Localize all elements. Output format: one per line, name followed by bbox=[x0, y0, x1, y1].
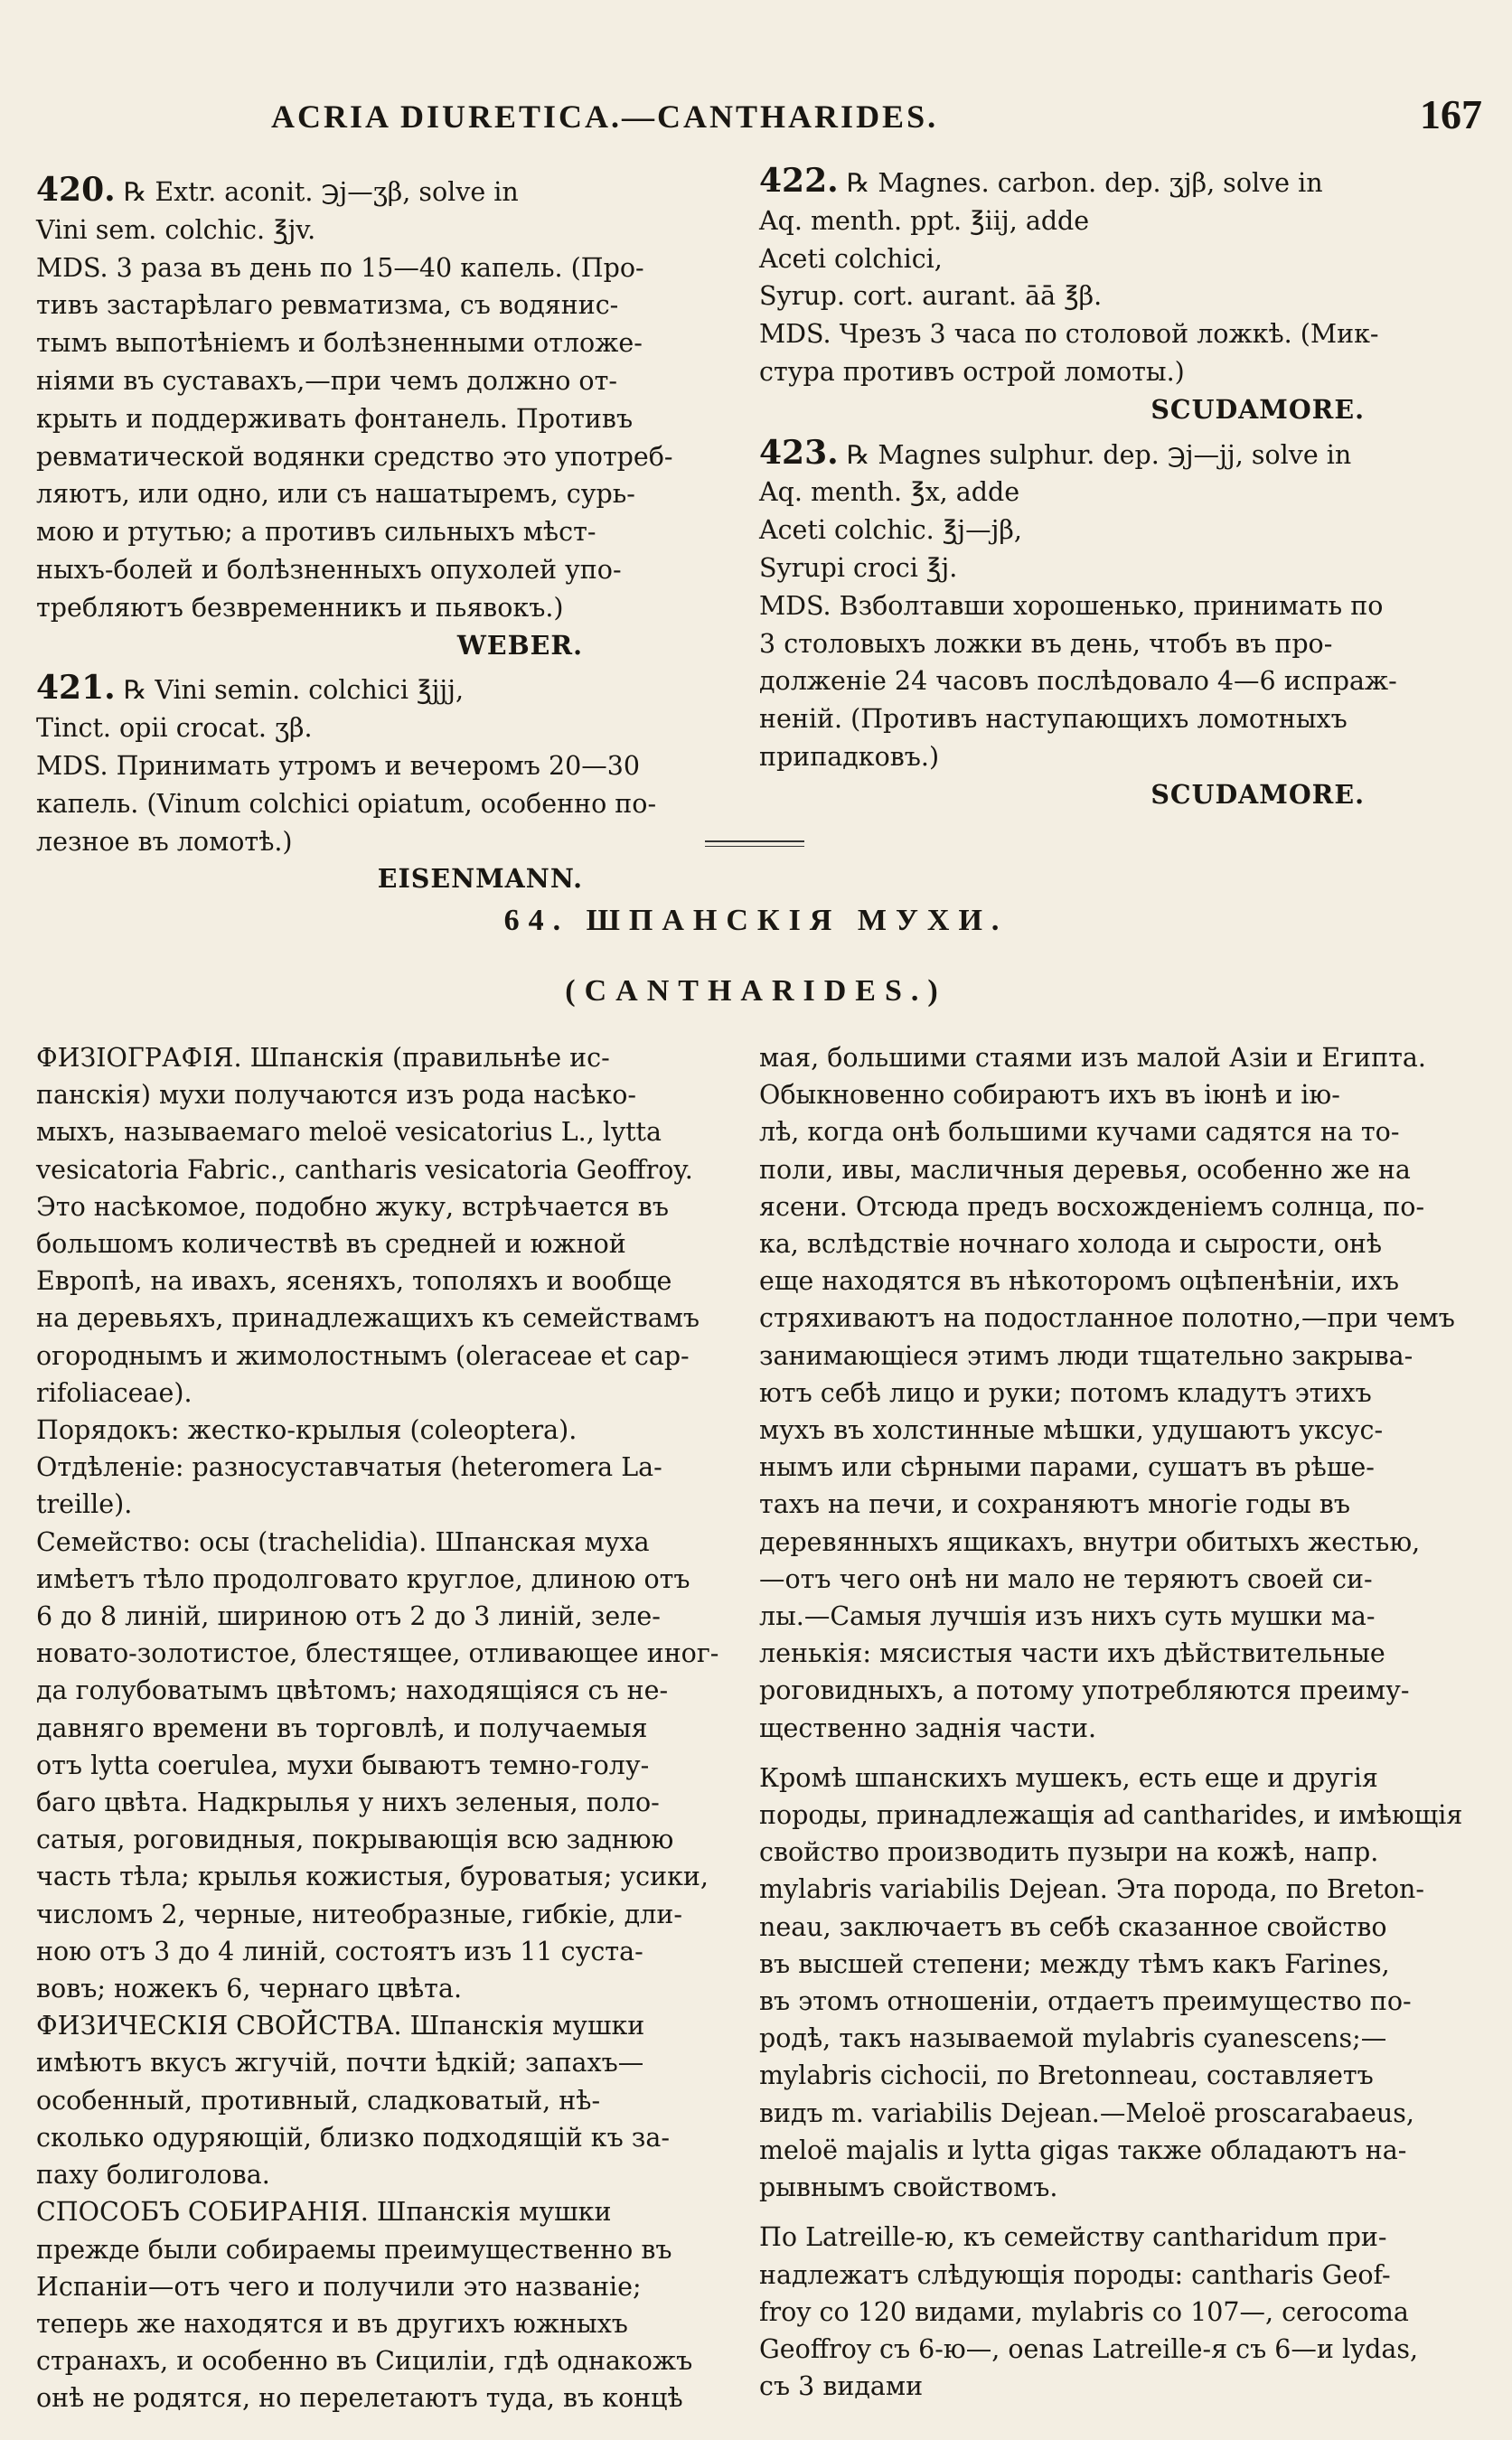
body-line: ФИЗІОГРАФІЯ. Шпанскія (правильнѣе ис- bbox=[36, 1043, 610, 1073]
page-header bbox=[181, 90, 1482, 145]
body-line: еще находятся въ нѣкоторомъ оцѣпенѣніи, ихъ bbox=[759, 1266, 1400, 1297]
recipe-line: Syrupi croci ℥j. bbox=[759, 552, 958, 583]
body-line: лы.—Самыя лучшія изъ нихъ суть мушки ма- bbox=[759, 1601, 1376, 1632]
body-line: онѣ не родятся, но перелетаютъ туда, въ концѣ bbox=[36, 2383, 683, 2414]
body-line: ясени. Отсюда предъ восхожденіемъ солнца, по- bbox=[759, 1191, 1425, 1222]
body-line: огороднымъ и жимолостнымъ (oleraceae et cap- bbox=[36, 1340, 690, 1371]
body-line: ною отъ 3 до 4 линій, состоятъ изъ 11 суста- bbox=[36, 1936, 643, 1966]
recipe-line: MDS. 3 раза въ день по 15—40 капель. (Про- bbox=[36, 252, 644, 283]
body-line: свойство производить пузыри на кожѣ, напр. bbox=[759, 1837, 1379, 1868]
body-line: ФИЗИЧЕСКІЯ СВОЙСТВА. Шпанскія мушки bbox=[36, 2011, 645, 2041]
body-line: СПОСОБЪ СОБИРАНІЯ. Шпанскія мушки bbox=[36, 2197, 612, 2228]
body-line: мухъ въ холстинные мѣшки, удушаютъ уксус- bbox=[759, 1415, 1384, 1446]
body-line: mylabris variabilis Dejean. Эта порода, по Breton- bbox=[759, 1874, 1424, 1905]
body-line: 6 до 8 линій, шириною отъ 2 до 3 линій, зеле- bbox=[36, 1601, 661, 1632]
recipe-number: 421. bbox=[36, 669, 116, 708]
recipe-number: 420. bbox=[36, 171, 116, 209]
recipe-line: Vini sem. colchic. ℥jv. bbox=[36, 214, 316, 245]
body-line: панскія) мухи получаются изъ рода насѣко- bbox=[36, 1080, 637, 1111]
body-line: мая, большими стаями изъ малой Азіи и Египта. bbox=[759, 1043, 1426, 1073]
body-line: стряхиваютъ на подостланное полотно,—при чемъ bbox=[759, 1303, 1455, 1334]
body-line: странахъ, и особенно въ Сициліи, гдѣ однакожъ bbox=[36, 2346, 693, 2377]
recipe bbox=[36, 669, 657, 898]
recipe-line: ныхъ-болей и болѣзненныхъ опухолей упо- bbox=[36, 554, 622, 585]
body-line: сатыя, роговидныя, покрывающія всю заднюю bbox=[36, 1825, 674, 1855]
body-line: въ этомъ отношеніи, отдаетъ преимущество по- bbox=[759, 1986, 1412, 2017]
body-line: Европѣ, на ивахъ, ясеняхъ, тополяхъ и вообще bbox=[36, 1266, 672, 1297]
body-line: Обыкновенно собираютъ ихъ въ іюнѣ и ію- bbox=[759, 1080, 1340, 1111]
recipe-line: Aceti colchici, bbox=[759, 243, 943, 274]
right-recipe-column bbox=[759, 162, 1397, 820]
body-line: Кромѣ шпанскихъ мушекъ, есть еще и другія bbox=[759, 1762, 1378, 1793]
recipe-line: ніями въ суставахъ,—при чемъ должно от- bbox=[36, 365, 617, 396]
recipe-line: припадковъ.) bbox=[759, 741, 940, 772]
recipe-line: Syrup. cort. aurant. āā ℥β. bbox=[759, 281, 1103, 312]
body-line: Испаніи—отъ чего и получили это названіе; bbox=[36, 2271, 642, 2302]
body-line: да голубоватымъ цвѣтомъ; находящіяся съ не- bbox=[36, 1675, 669, 1706]
body-line: паху болиголова. bbox=[36, 2160, 270, 2191]
recipe-line: ревматической водянки средство это употреб- bbox=[36, 441, 673, 472]
body-line: neau, заключаетъ въ себѣ сказанное свойство bbox=[759, 1911, 1387, 1942]
body-line: роговидныхъ, а потому употребляются преиму- bbox=[759, 1675, 1410, 1706]
body-line: Это насѣкомое, подобно жуку, встрѣчается въ bbox=[36, 1191, 669, 1222]
body-line: новато-золотистое, блестящее, отливающее иног- bbox=[36, 1638, 719, 1669]
body-line: сколько одуряющій, близко подходящій къ за- bbox=[36, 2122, 670, 2153]
recipe-line: MDS. Чрезъ 3 часа по столовой ложкѣ. (Мик- bbox=[759, 319, 1379, 350]
recipe-line: ℞ Vini semin. colchici ℥jjj, bbox=[123, 675, 465, 706]
body-line: treille). bbox=[36, 1489, 133, 1520]
body-line: rifoliaceae). bbox=[36, 1377, 193, 1408]
section-divider bbox=[705, 840, 804, 847]
recipe-line: долженіе 24 часовъ послѣдовало 4—6 испраж- bbox=[759, 666, 1397, 697]
body-line: лѣ, когда онѣ большими кучами садятся на то- bbox=[759, 1117, 1400, 1148]
body-line: имѣетъ тѣло продолговато круглое, длиною отъ bbox=[36, 1563, 690, 1594]
recipe-line: ℞ Magnes. carbon. dep. ʒjβ, solve in bbox=[846, 168, 1323, 198]
body-line: родѣ, такъ называемой mylabris cyanescens;— bbox=[759, 2023, 1387, 2054]
body-line: надлежатъ слѣдующія породы: cantharis Geof- bbox=[759, 2259, 1391, 2290]
recipe-line: капель. (Vinum colchici opiatum, особенно по- bbox=[36, 788, 657, 819]
body-line: теперь же находятся и въ другихъ южныхъ bbox=[36, 2308, 628, 2339]
body-left-column bbox=[36, 1039, 719, 2417]
recipe-signature: EISENMANN. bbox=[377, 863, 583, 895]
body-line: мыхъ, называемаго meloë vesicatorius L., lytta bbox=[36, 1117, 662, 1148]
recipe bbox=[759, 163, 1383, 429]
body-line: —отъ чего онѣ ни мало не теряютъ своей си- bbox=[759, 1563, 1373, 1594]
body-right-column bbox=[759, 1039, 1464, 2405]
section-title: 64. ШПАНСКІЯ МУХИ. bbox=[503, 904, 1009, 937]
body-line: Geoffroy съ 6-ю—, oenas Latreille-я съ 6—и lydas, bbox=[759, 2333, 1419, 2364]
recipe-signature: SCUDAMORE. bbox=[1150, 393, 1365, 425]
recipe-number: 423. bbox=[759, 433, 839, 472]
body-line: Семейство: осы (trachelidia). Шпанская муха bbox=[36, 1526, 650, 1557]
recipe-line: мою и ртутью; а противъ сильныхъ мѣст- bbox=[36, 517, 596, 548]
body-line: деревянныхъ ящикахъ, внутри обитыхъ жестью, bbox=[759, 1526, 1421, 1557]
recipe-line: Tinct. opii crocat. ʒβ. bbox=[36, 713, 313, 744]
recipe-line: крыть и поддерживать фонтанель. Противъ bbox=[36, 403, 634, 434]
recipe bbox=[759, 433, 1397, 814]
body-line: на деревьяхъ, принадлежащихъ къ семействамъ bbox=[36, 1303, 700, 1334]
body-line: нымъ или сѣрными парами, сушатъ въ рѣше- bbox=[759, 1452, 1375, 1483]
recipe-line: Aq. menth. ℥x, adde bbox=[759, 477, 1020, 508]
body-line: По Latreille-ю, къ семейству cantharidum при- bbox=[759, 2222, 1387, 2253]
recipe-line: ляютъ, или одно, или съ нашатыремъ, сурь- bbox=[36, 479, 635, 510]
body-line: въ высшей степени; между тѣмъ какъ Farines, bbox=[759, 1948, 1390, 1979]
body-line: поли, ивы, масличныя деревья, особенно же на bbox=[759, 1154, 1411, 1185]
recipe-signature: SCUDAMORE. bbox=[1150, 778, 1365, 810]
body-line: meloë majalis и lytta gigas также обладаютъ на- bbox=[759, 2135, 1407, 2165]
body-line: вовъ; ножекъ 6, чернаго цвѣта. bbox=[36, 1974, 463, 2004]
recipe-line: лезное въ ломотѣ.) bbox=[36, 826, 293, 857]
body-line: ютъ себѣ лицо и руки; потомъ кладутъ этихъ bbox=[759, 1377, 1372, 1408]
recipe-line: неній. (Противъ наступающихъ ломотныхъ bbox=[759, 704, 1348, 735]
recipe-line: Aceti colchic. ℥j—jβ, bbox=[759, 515, 1022, 546]
body-line: froy со 120 видами, mylabris со 107—, cerocoma bbox=[759, 2296, 1409, 2327]
recipe-line: Aq. menth. ppt. ℥iij, adde bbox=[759, 205, 1090, 236]
body-line: mylabris cichocii, по Bretonneau, составляетъ bbox=[759, 2060, 1374, 2091]
recipe-line: требляютъ безвременникъ и пьявокъ.) bbox=[36, 592, 564, 623]
body-line: прежде были собираемы преимущественно въ bbox=[36, 2234, 672, 2265]
body-line: занимающіеся этимъ люди тщательно закрыва- bbox=[759, 1340, 1413, 1371]
body-line: съ 3 видами bbox=[759, 2371, 924, 2402]
body-line: имѣютъ вкусъ жгучій, почти ѣдкій; запахъ— bbox=[36, 2048, 644, 2079]
body-line: видъ m. variabilis Dejean.—Meloë proscarabaeus, bbox=[759, 2097, 1414, 2128]
body-line: ленькія: мясистыя части ихъ дѣйствительные bbox=[759, 1638, 1385, 1669]
body-line: отъ lytta coerulea, мухи бываютъ темно-голу- bbox=[36, 1750, 650, 1780]
recipe-line: 3 столовыхъ ложки въ день, чтобъ въ про- bbox=[759, 628, 1333, 659]
body-line: баго цвѣта. Надкрылья у нихъ зеленыя, поло- bbox=[36, 1788, 660, 1818]
page-number: 167 bbox=[1420, 91, 1482, 137]
recipe-line: ℞ Magnes sulphur. dep. ℈j—jj, solve in bbox=[846, 439, 1352, 470]
running-head: ACRIA DIURETICA.—CANTHARIDES. bbox=[271, 99, 939, 135]
recipe-line: MDS. Взболтавши хорошенько, принимать по bbox=[759, 590, 1384, 621]
recipe-line: ℞ Extr. aconit. ℈j—ʒβ, solve in bbox=[123, 177, 519, 207]
body-line: особенный, противный, сладковатый, нѣ- bbox=[36, 2085, 601, 2116]
body-line: щественно заднія части. bbox=[759, 1713, 1097, 1743]
recipe-line: MDS. Принимать утромъ и вечеромъ 20—30 bbox=[36, 750, 641, 781]
body-line: большомъ количествѣ въ средней и южной bbox=[36, 1229, 626, 1260]
body-line: ка, вслѣдствіе ночнаго холода и сырости, онѣ bbox=[759, 1229, 1383, 1260]
paragraph-gap bbox=[759, 1747, 1464, 1760]
body-line: числомъ 2, черные, нитеобразные, гибкіе, дли- bbox=[36, 1899, 682, 1929]
recipe-signature: WEBER. bbox=[456, 629, 583, 661]
body-line: Отдѣленіе: разносуставчатыя (heteromera La- bbox=[36, 1452, 662, 1483]
section-subtitle: (CANTHARIDES.) bbox=[565, 974, 947, 1008]
recipe-line: тивъ застарѣлаго ревматизма, съ водянис- bbox=[36, 290, 619, 321]
body-line: породы, принадлежащія ad cantharides, и имѣющія bbox=[759, 1800, 1463, 1831]
body-line: vesicatoria Fabric., cantharis vesicatoria Geoffroy. bbox=[36, 1154, 693, 1185]
left-recipe-column bbox=[36, 171, 673, 904]
body-line: тахъ на печи, и сохраняютъ многіе годы въ bbox=[759, 1489, 1350, 1520]
body-line: часть тѣла; крылья кожистыя, буроватыя; усики, bbox=[36, 1862, 709, 1892]
recipe-line: тымъ выпотѣніемъ и болѣзненными отложе- bbox=[36, 328, 643, 359]
body-line: давняго времени въ торговлѣ, и получаемыя bbox=[36, 1713, 648, 1743]
body-line: Порядокъ: жестко-крылыя (coleoptera). bbox=[36, 1415, 578, 1446]
body-line: рывнымъ свойствомъ. bbox=[759, 2173, 1058, 2203]
recipe-number: 422. bbox=[759, 162, 839, 200]
recipe bbox=[36, 171, 673, 664]
paragraph-gap bbox=[759, 2206, 1464, 2219]
recipe-line: стура противъ острой ломоты.) bbox=[759, 356, 1185, 387]
